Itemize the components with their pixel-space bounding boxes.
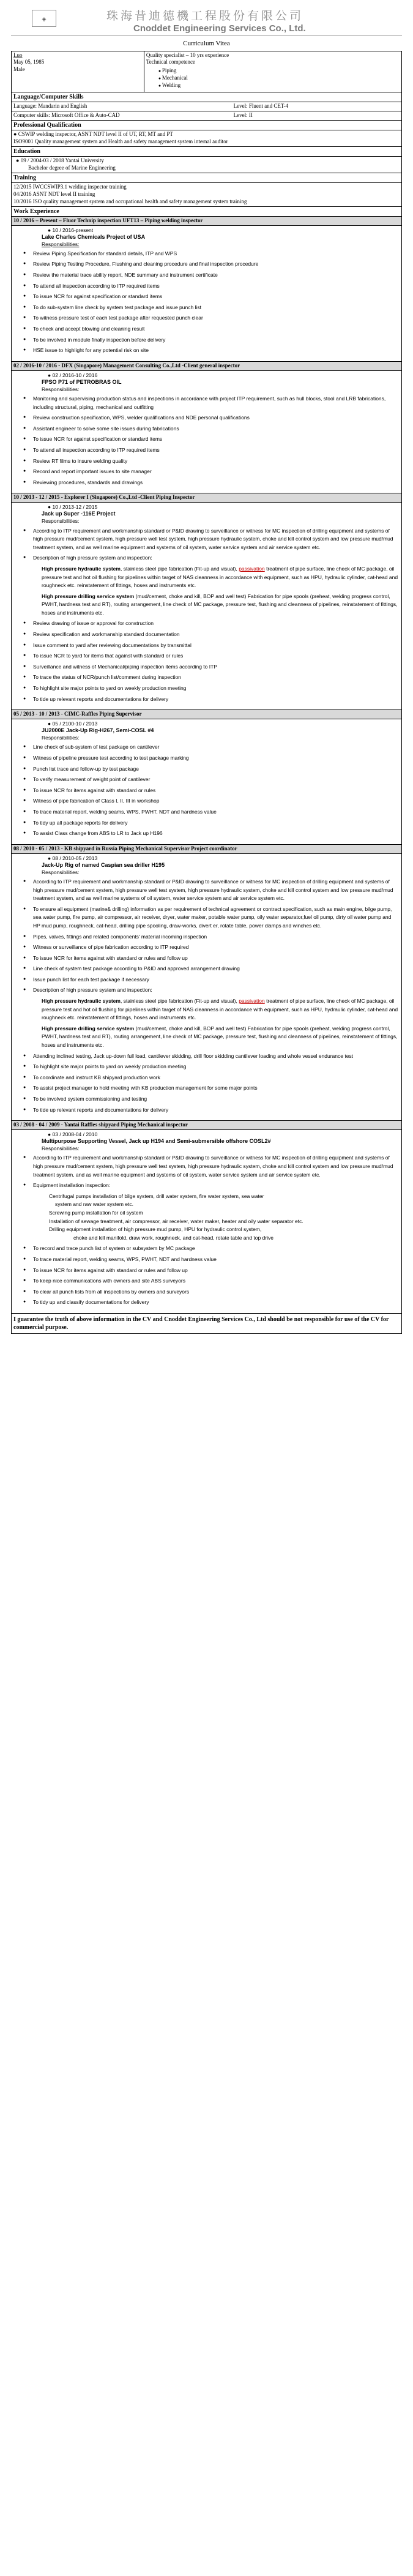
list-item: ● Attending inclined testing, Jack up-down full load, cantilever skidding, drill floor skidding cantilever loading and whole vessel endurance test: [13, 1052, 400, 1061]
section-qualification: Professional Qualification: [11, 121, 402, 130]
project-name: Jack-Up Rig of named Caspian sea driller H195: [42, 861, 165, 868]
list-item: ● To tidy up all package reports for delivery: [13, 819, 400, 828]
responsibility-list: [13, 878, 400, 995]
hp-hydraulic-text-2: treatment of pipe surface, line check of MC package, oil pressure test and hot oil flushing for pipelines within target of NAS cleanness in accordance with equipment, such as HPU, hydraulic cylinder, cat-head and roughneck etc. reinstatement of fittings, hoses and instruments etc.: [42, 998, 398, 1021]
project-block: [13, 227, 400, 248]
hp-drilling-heading: High pressure drilling service system: [42, 1025, 135, 1032]
project-block: [13, 855, 400, 876]
list-item: ● To trace material report, welding seams, WPS, PWHT, NDT and hardness value: [13, 808, 400, 817]
company-name-en: Cnoddet Engineering Services Co., Ltd.: [133, 23, 306, 34]
list-item: ● Review construction specification, WPS, welder qualifications and NDE personal qualifications: [13, 414, 400, 422]
project-name: Jack up Super -116E Project: [42, 511, 116, 517]
language-line: Language: Mandarin and English: [13, 103, 87, 110]
job-entry: [11, 493, 402, 710]
education-row: [11, 157, 402, 173]
list-item: ● To issue NCR for items against with standard or rules: [13, 787, 400, 795]
hp-hydraulic-description: [13, 565, 400, 590]
competence-item: ● Mechanical: [158, 75, 400, 82]
language-level: Level: Fluent and CET-4: [233, 103, 289, 110]
project-date: ● 03 / 2008-04 / 2010: [48, 1131, 98, 1138]
list-item: ● To attend all inspection according to ITP required items: [13, 446, 400, 455]
project-name: Lake Charles Chemicals Project of USA: [42, 233, 146, 240]
list-item: ● To keep nice communications with owners and site ABS surveyors: [13, 1277, 400, 1286]
responsibility-list: [13, 527, 400, 563]
list-item: ● Witness of pipeline pressure test according to test package marking: [13, 754, 400, 763]
responsibilities-label: Responsibilities:: [42, 1145, 80, 1152]
list-item: ● Surveillance and witness of Mechanical/piping inspection items according to ITP: [13, 663, 400, 672]
section-work: Work Experience: [11, 207, 402, 217]
responsibility-list: [13, 395, 400, 487]
project-block: [13, 372, 400, 393]
responsibility-list: [13, 1245, 400, 1307]
responsibilities-label: Responsibilities:: [42, 518, 80, 525]
job-entry: [11, 845, 402, 1121]
candidate-name: Luo: [13, 51, 23, 58]
responsibility-list: [13, 1052, 400, 1115]
list-item: ● Issue comment to yard after reviewing documentations by transmittal: [13, 642, 400, 650]
cv-title: Curriculum Vitea: [183, 40, 230, 47]
training-line: 12/2015 IWCCSWIP3.1 welding inspector training: [13, 183, 127, 190]
job-header: 10 / 2016 – Present – Fluor Technip inspection UFT13 – Piping welding inspector: [12, 217, 401, 226]
project-date: ● 02 / 2016-10 / 2016: [48, 372, 98, 378]
training-line: 04/2016 ASNT NDT level II training: [13, 190, 95, 197]
list-item: ● According to ITP requirement and workmanship standard or P&ID drawing to surveillance or witness for MC inspection of drilling equipment and systems of high pressure mud/cement system, high pressure well test system, high pressure hydraulic system, choke and kill control system and low pressure mud/mud treatment system, and as well marine equipment and systems of oil system, water service system and air service system etc.: [13, 527, 400, 552]
list-item: ● To be involved system commissioning and testing: [13, 1095, 400, 1104]
qualification-line: ● CSWIP welding inspector, ASNT NDT level II of UT, RT, MT and PT: [13, 131, 173, 138]
hp-hydraulic-heading: High pressure hydraulic system: [42, 565, 121, 572]
project-date: ● 05 / 2100-10 / 2013: [48, 721, 98, 727]
project-date: ● 10 / 2016-present: [48, 227, 94, 233]
list-item: ● Monitoring and supervising production status and inspections in accordance with project ITP requirement, such as hull blocks, stool and LRB fabrications, including structural, piping, mechanical and outfitting: [13, 395, 400, 411]
hp-hydraulic-heading: High pressure hydraulic system: [42, 998, 121, 1005]
project-name: FPSO P71 of PETROBRAS OIL: [42, 378, 122, 385]
list-item: ● To record and trace punch list of system or subsystem by MC package: [13, 1245, 400, 1253]
list-item: ● Description of high pressure system and inspection:: [13, 554, 400, 563]
list-item: ● Assistant engineer to solve some site issues during fabrications: [13, 425, 400, 433]
list-item: ● To tide up relevant reports and documentations for delivery: [13, 1106, 400, 1115]
competence-item: ● Welding: [158, 82, 400, 89]
list-item: ● To trace material report, welding seams, WPS, PWHT, NDT and hardness value: [13, 1256, 400, 1264]
list-item: ● Issue punch list for each test package if necessary: [13, 976, 400, 984]
list-item: ● Equipment installation inspection:: [13, 1181, 400, 1190]
list-item: ● Line check of sub-system of test package on cantilever: [13, 743, 400, 752]
list-item: ● To do sub-system line check by system test package and issue punch list: [13, 304, 400, 312]
list-item: ● To issue NCR for items against with standard or rules and follow up: [13, 954, 400, 963]
letterhead: [11, 4, 402, 36]
project-date: ● 08 / 2010-05 / 2013: [48, 855, 98, 861]
list-item: ● Review RT films to insure welding quality: [13, 457, 400, 466]
qualification-row: [11, 130, 402, 147]
responsibility-list: [13, 620, 400, 703]
job-header: 02 / 2016-10 / 2016 - DFX (Singapore) Management Consulting Co.,Ltd -Client general inspector: [12, 362, 401, 371]
qualification-line: ISO9001 Quality management system and Health and safety management system internal auditor: [13, 138, 228, 144]
list-item: ● To clear all punch lists from all inspections by owners and surveyors: [13, 1288, 400, 1297]
job-header: 10 / 2013 - 12 / 2015 - Explorer I (Singapore) Co.,Ltd -Client Piping Inspector: [12, 493, 401, 503]
hp-drilling-text: (mud/cement, choke and kill, BOP and well test) Fabrication for pipe spools (preheat, welding progress control, PWHT, hardness test and RT), routing arrangement, line check of MC package, pressure test, flushing and cleanness of pipelines, reinstatement of fittings, hoses and instruments etc.: [42, 1025, 398, 1049]
hp-drilling-description: [13, 1025, 400, 1050]
project-name: JU2000E Jack-Up Rig-H267, Semi-COSL #4: [42, 727, 154, 734]
competence-item: ● Piping: [158, 67, 400, 75]
list-item: ● To attend all inspection according to ITP required items: [13, 282, 400, 291]
competence-list: [158, 67, 400, 89]
installation-details: [13, 1193, 400, 1243]
hp-hydraulic-text-2: treatment of pipe surface, line check of MC package, oil pressure test and hot oil flushing for pipelines within target of NAS cleanness in accordance with equipment, such as HPU, hydraulic cylinder, cat-head and roughneck etc. reinstatement of fittings, hoses and instruments etc.: [42, 565, 398, 589]
hp-hydraulic-text: , stainless steel pipe fabrication (Fit-up and visual),: [120, 998, 239, 1005]
list-item: ● Description of high pressure system and inspection:: [13, 986, 400, 995]
responsibility-list: [13, 1154, 400, 1189]
hp-hydraulic-description: [13, 997, 400, 1022]
list-item: ● To witness pressure test of each test package after requested punch clear: [13, 314, 400, 323]
competence-label: Technical competence: [146, 59, 195, 66]
list-item: ● To coordinate and instruct KB shipyard production work: [13, 1074, 400, 1082]
list-item: ● To tidy up and classify documentations for delivery: [13, 1298, 400, 1307]
list-item: ● Review Piping Specification for standard details, ITP and WPS: [13, 250, 400, 258]
hp-drilling-description: [13, 593, 400, 618]
company-name-cn: 珠海昔迪德機工程股份有限公司: [106, 9, 304, 23]
date-of-birth: May 05, 1985: [13, 59, 45, 66]
project-block: [13, 1131, 400, 1152]
job-header: 08 / 2010 - 05 / 2013 - KB shipyard in Russia Piping Mechanical Supervisor Project coordinator: [12, 845, 401, 854]
job-header: 05 / 2013 - 10 / 2013 - CIMC-Raffles Piping Supervisor: [12, 710, 401, 719]
list-item: ● According to ITP requirement and workmanship standard or P&ID drawing to surveillance or witness for MC inspection of drilling equipment and systems of high pressure mud/cement system, high pressure well test system, high pressure hydraulic system, choke and kill control system and low pressure mud/mud treatment system, and as well marine equipment and systems of oil system, water service system and air service system etc.: [13, 1154, 400, 1179]
responsibility-list: [13, 250, 400, 355]
list-item: ● Witness of pipe fabrication of Class I, II, III in workshop: [13, 797, 400, 806]
responsibilities-label: Responsibilities:: [42, 241, 80, 247]
list-item: ● Record and report important issues to site manager: [13, 468, 400, 476]
guarantee-statement: I guarantee the truth of above information in the CV and Cnoddet Engineering Services Co., Ltd should be not responsible for use of the CV for commercial purpose.: [11, 1314, 402, 1334]
responsibilities-label: Responsibilities:: [42, 869, 80, 875]
training-line: 10/2016 ISO quality management system and occupational health and safety management system training: [13, 198, 247, 204]
training-row: [11, 183, 402, 207]
list-item: ● To verify measurement of weight point of cantilever: [13, 776, 400, 784]
list-item: ● To issue NCR for against specification or standard items: [13, 435, 400, 444]
list-item: ● Reviewing procedures, standards and drawings: [13, 479, 400, 487]
hp-drilling-heading: High pressure drilling service system: [42, 593, 135, 599]
list-item: ● Review Piping Testing Procedure, Flushing and cleaning procedure and final inspection procedure: [13, 260, 400, 269]
section-training: Training: [11, 173, 402, 183]
list-item: ● Pipes, valves, fittings and related components' material incoming inspection: [13, 933, 400, 942]
list-item: ● To highlight site major points to yard on weekly production meeting: [13, 1063, 400, 1071]
list-item: ● Witness or surveillance of pipe fabrication according to ITP required: [13, 943, 400, 952]
list-item: ● To highlight site major points to yard on weekly production meeting: [13, 684, 400, 693]
passivation-term: passivation: [239, 565, 265, 572]
job-entry: [11, 1121, 402, 1314]
project-block: [13, 504, 400, 525]
position-title: Quality specialist – 10 yrs experience: [146, 51, 229, 58]
list-item: ● To be involved in module finally inspection before delivery: [13, 336, 400, 345]
language-row: [11, 102, 402, 111]
hp-hydraulic-text: , stainless steel pipe fabrication (Fit-up and visual),: [120, 565, 239, 572]
list-item: ● Review the material trace ability report, NDE summary and instrument certificate: [13, 271, 400, 280]
company-logo: ◈: [32, 10, 56, 27]
list-item: ● Punch list trace and follow-up by test package: [13, 765, 400, 774]
responsibilities-label: Responsibilities:: [42, 735, 80, 741]
list-item: ● Review drawing of issue or approval for construction: [13, 620, 400, 628]
hp-drilling-text: (mud/cement, choke and kill, BOP and well test) Fabrication for pipe spools (preheat, welding progress control, PWHT, hardness test and RT), routing arrangement, line check of MC package, pressure test, flushing and cleanness of pipelines, reinstatement of fittings, hoses and instruments etc.: [42, 593, 398, 616]
education-degree: Bachelor degree of Marine Engineering: [28, 164, 116, 171]
passivation-term: passivation: [239, 998, 265, 1005]
installation-line: Installation of sewage treatment, air compressor, air receiver, water maker, heater and oily water separator etc.: [49, 1218, 303, 1224]
list-item: ● To ensure all equipment (marine& drilling) information as per requirement of technical agreement or contract specification, such as main engine, bilge pump, sea water pump, fire pump, air compressor, air receiver, dryer, water maker, potable water pump, oily water separator,fuel oil pump, dirty oil water pump and HP mud pump, roughneck, cat-head, drilling pipe spooling, draw-works, divert er, rotate table, power clamps and winches etc.: [13, 905, 400, 930]
installation-line: Screwing pump installation for oil system: [49, 1209, 143, 1216]
responsibilities-label: Responsibilities:: [42, 386, 80, 392]
job-entry: [11, 217, 402, 362]
section-education: Education: [11, 147, 402, 157]
project-date: ● 10 / 2013-12 / 2015: [48, 504, 98, 511]
computer-line: Computer skills: Microsoft Office & Auto-CAD: [13, 111, 120, 118]
list-item: ● To issue NCR for items against with standard or rules and follow up: [13, 1267, 400, 1275]
education-line: ● 09 / 2004-03 / 2008 Yantai University: [16, 157, 104, 163]
computer-level: Level: II: [233, 111, 253, 118]
list-item: ● To issue NCR for against specification or standard items: [13, 293, 400, 301]
list-item: ● Line check of system test package according to P&ID and approved arrangement drawing: [13, 965, 400, 973]
list-item: ● HSE issue to highlight for any potential risk on site: [13, 346, 400, 355]
gender: Male: [13, 66, 25, 73]
installation-line: choke and kill manifold, draw work, roughneck, and cat-head, rotate table and top drive: [73, 1234, 273, 1241]
job-header: 03 / 2008 - 04 / 2009 - Yantai Raffles shipyard Piping Mechanical inspector: [12, 1121, 401, 1130]
project-name: Multipurpose Supporting Vessel, Jack up H194 and Semi-submersible offshore COSL2#: [42, 1138, 271, 1145]
installation-line: Drilling equipment installation of high pressure mud pump, HPU for hydraulic control system,: [49, 1226, 262, 1233]
list-item: ● To tide up relevant reports and documentations for delivery: [13, 695, 400, 704]
section-language: Language/Computer Skills: [11, 92, 402, 102]
list-item: ● To check and accept blowing and cleaning result: [13, 325, 400, 334]
list-item: ● According to ITP requirement and workmanship standard or P&ID drawing to surveillance or witness for MC inspection of drilling equipment and systems of high pressure mud/cement system, high pressure well test system, high pressure hydraulic system, choke and kill control system and low pressure mud/mud treatment system, and as well marine systems of oil system, water service system and air service system etc.: [13, 878, 400, 903]
list-item: ● To trace the status of NCR/punch list/comment during inspection: [13, 673, 400, 682]
installation-line: Centrifugal pumps installation of bilge system, drill water system, fire water system, sea water: [49, 1193, 264, 1199]
list-item: ● To assist Class change from ABS to LR to Jack up H196: [13, 829, 400, 838]
responsibility-list: [13, 743, 400, 837]
job-entry: [11, 362, 402, 494]
computer-row: [11, 111, 402, 121]
list-item: ● To assist project manager to hold meeting with KB production management for some major points: [13, 1084, 400, 1093]
project-block: [13, 721, 400, 741]
list-item: ● Review specification and workmanship standard documentation: [13, 631, 400, 639]
installation-line: system and raw water system etc.: [55, 1201, 134, 1208]
list-item: ● To issue NCR to yard for items that against with standard or rules: [13, 652, 400, 661]
job-entry: [11, 710, 402, 845]
personal-info-table: [11, 51, 402, 92]
